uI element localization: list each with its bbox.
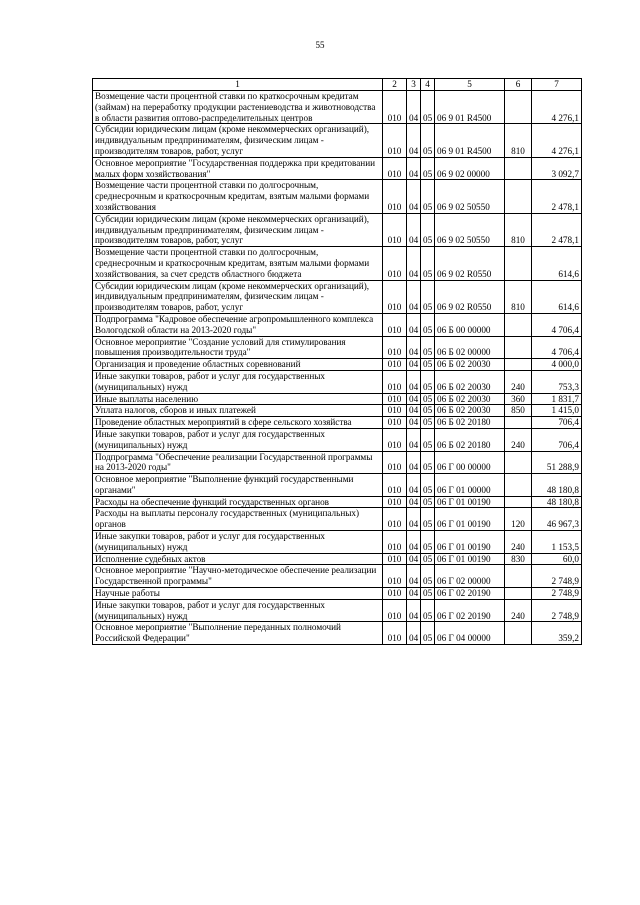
row-amount: 2 748,9 xyxy=(532,588,582,600)
row-section: 04 xyxy=(407,247,421,280)
row-subsection: 05 xyxy=(421,313,435,336)
row-subsection: 05 xyxy=(421,180,435,213)
row-expense-type: 240 xyxy=(505,531,532,554)
row-target-article: 06 Г 01 00190 xyxy=(435,496,505,508)
row-section: 04 xyxy=(407,496,421,508)
row-name: Расходы на обеспечение функций государственных органов xyxy=(93,496,383,508)
row-name: Субсидии юридическим лицам (кроме некоммерческих организаций), индивидуальным предпринимателям, физическим лицам - производителям товаров, работ, услуг xyxy=(93,124,383,157)
row-amount: 2 748,9 xyxy=(532,599,582,622)
row-subsection: 05 xyxy=(421,565,435,588)
row-target-article: 06 Б 02 20180 xyxy=(435,428,505,451)
table-row xyxy=(93,370,582,393)
row-section: 04 xyxy=(407,622,421,645)
row-amount: 1 153,5 xyxy=(532,531,582,554)
row-section: 04 xyxy=(407,213,421,246)
row-subsection: 05 xyxy=(421,91,435,124)
row-expense-type: 810 xyxy=(505,213,532,246)
header-col-5: 5 xyxy=(435,79,505,91)
row-admin-code: 010 xyxy=(383,405,407,417)
row-subsection: 05 xyxy=(421,213,435,246)
row-admin-code: 010 xyxy=(383,622,407,645)
row-name: Исполнение судебных актов xyxy=(93,553,383,565)
row-name: Возмещение части процентной ставки по долгосрочным, среднесрочным и краткосрочным кредитам, взятым малыми формами хозяйствования, за счет средств областного бюджета xyxy=(93,247,383,280)
row-admin-code: 010 xyxy=(383,451,407,474)
row-section: 04 xyxy=(407,393,421,405)
table-row xyxy=(93,428,582,451)
table-row xyxy=(93,417,582,429)
row-target-article: 06 Г 02 00000 xyxy=(435,565,505,588)
row-admin-code: 010 xyxy=(383,157,407,180)
row-subsection: 05 xyxy=(421,428,435,451)
row-amount: 4 276,1 xyxy=(532,124,582,157)
row-name: Основное мероприятие "Научно-методическое обеспечение реализации Государственной программы" xyxy=(93,565,383,588)
row-target-article: 06 Г 01 00190 xyxy=(435,553,505,565)
table-body xyxy=(93,91,582,645)
header-col-3: 3 xyxy=(407,79,421,91)
row-amount: 706,4 xyxy=(532,417,582,429)
row-subsection: 05 xyxy=(421,359,435,371)
row-section: 04 xyxy=(407,280,421,313)
row-section: 04 xyxy=(407,451,421,474)
row-subsection: 05 xyxy=(421,405,435,417)
row-expense-type xyxy=(505,417,532,429)
row-name: Иные закупки товаров, работ и услуг для государственных (муниципальных) нужд xyxy=(93,599,383,622)
row-section: 04 xyxy=(407,417,421,429)
row-target-article: 06 Г 00 00000 xyxy=(435,451,505,474)
row-target-article: 06 9 02 50550 xyxy=(435,213,505,246)
row-section: 04 xyxy=(407,370,421,393)
row-name: Иные закупки товаров, работ и услуг для государственных (муниципальных) нужд xyxy=(93,370,383,393)
table-row xyxy=(93,474,582,497)
table-row xyxy=(93,588,582,600)
row-name: Подпрограмма "Обеспечение реализации Государственной программы на 2013-2020 годы" xyxy=(93,451,383,474)
table-row xyxy=(93,313,582,336)
row-amount: 2 478,1 xyxy=(532,213,582,246)
row-name: Организация и проведение областных соревнований xyxy=(93,359,383,371)
row-section: 04 xyxy=(407,157,421,180)
header-col-7: 7 xyxy=(532,79,582,91)
row-subsection: 05 xyxy=(421,553,435,565)
row-section: 04 xyxy=(407,531,421,554)
table-row xyxy=(93,599,582,622)
row-admin-code: 010 xyxy=(383,474,407,497)
row-admin-code: 010 xyxy=(383,280,407,313)
row-admin-code: 010 xyxy=(383,508,407,531)
row-subsection: 05 xyxy=(421,336,435,359)
row-expense-type: 120 xyxy=(505,508,532,531)
table-row xyxy=(93,359,582,371)
row-target-article: 06 Б 02 20030 xyxy=(435,405,505,417)
row-amount: 2 748,9 xyxy=(532,565,582,588)
row-expense-type: 850 xyxy=(505,405,532,417)
row-subsection: 05 xyxy=(421,508,435,531)
row-subsection: 05 xyxy=(421,451,435,474)
row-expense-type xyxy=(505,588,532,600)
row-amount: 614,6 xyxy=(532,280,582,313)
row-section: 04 xyxy=(407,313,421,336)
table-row xyxy=(93,508,582,531)
row-section: 04 xyxy=(407,565,421,588)
row-target-article: 06 Г 01 00190 xyxy=(435,508,505,531)
row-amount: 2 478,1 xyxy=(532,180,582,213)
row-section: 04 xyxy=(407,588,421,600)
row-amount: 4 276,1 xyxy=(532,91,582,124)
row-section: 04 xyxy=(407,124,421,157)
row-section: 04 xyxy=(407,180,421,213)
budget-table xyxy=(92,78,582,645)
row-amount: 46 967,3 xyxy=(532,508,582,531)
row-admin-code: 010 xyxy=(383,496,407,508)
table-row xyxy=(93,280,582,313)
table-row xyxy=(93,553,582,565)
table-row xyxy=(93,393,582,405)
table-row xyxy=(93,157,582,180)
header-col-4: 4 xyxy=(421,79,435,91)
row-target-article: 06 9 02 50550 xyxy=(435,180,505,213)
row-section: 04 xyxy=(407,359,421,371)
header-col-6: 6 xyxy=(505,79,532,91)
row-name: Подпрограмма "Кадровое обеспечение агропромышленного комплекса Вологодской области на 2013-2020 годы" xyxy=(93,313,383,336)
row-admin-code: 010 xyxy=(383,247,407,280)
row-name: Основное мероприятие "Государственная поддержка при кредитовании малых форм хозяйствования" xyxy=(93,157,383,180)
row-name: Возмещение части процентной ставки по краткосрочным кредитам (займам) на переработку продукции растениеводства и животноводства в области развития оптово-распределительных центров xyxy=(93,91,383,124)
row-target-article: 06 Г 02 20190 xyxy=(435,588,505,600)
row-target-article: 06 Б 02 20030 xyxy=(435,370,505,393)
header-col-1: 1 xyxy=(93,79,383,91)
header-col-2: 2 xyxy=(383,79,407,91)
row-name: Иные выплаты населению xyxy=(93,393,383,405)
row-target-article: 06 Б 02 20030 xyxy=(435,359,505,371)
row-expense-type xyxy=(505,91,532,124)
row-amount: 48 180,8 xyxy=(532,474,582,497)
row-target-article: 06 Б 02 20180 xyxy=(435,417,505,429)
row-expense-type xyxy=(505,359,532,371)
row-admin-code: 010 xyxy=(383,588,407,600)
row-amount: 3 092,7 xyxy=(532,157,582,180)
row-subsection: 05 xyxy=(421,370,435,393)
row-admin-code: 010 xyxy=(383,180,407,213)
row-subsection: 05 xyxy=(421,531,435,554)
row-amount: 4 706,4 xyxy=(532,336,582,359)
row-expense-type: 360 xyxy=(505,393,532,405)
row-subsection: 05 xyxy=(421,599,435,622)
row-subsection: 05 xyxy=(421,124,435,157)
row-subsection: 05 xyxy=(421,622,435,645)
row-target-article: 06 Г 02 20190 xyxy=(435,599,505,622)
row-name: Расходы на выплаты персоналу государственных (муниципальных) органов xyxy=(93,508,383,531)
table-row xyxy=(93,405,582,417)
row-expense-type: 240 xyxy=(505,370,532,393)
row-section: 04 xyxy=(407,336,421,359)
row-target-article: 06 Г 01 00190 xyxy=(435,531,505,554)
row-target-article: 06 9 02 00000 xyxy=(435,157,505,180)
row-amount: 4 000,0 xyxy=(532,359,582,371)
row-section: 04 xyxy=(407,508,421,531)
row-admin-code: 010 xyxy=(383,213,407,246)
row-amount: 48 180,8 xyxy=(532,496,582,508)
row-name: Субсидии юридическим лицам (кроме некоммерческих организаций), индивидуальным предпринимателям, физическим лицам - производителям товаров, работ, услуг xyxy=(93,213,383,246)
row-section: 04 xyxy=(407,428,421,451)
row-name: Научные работы xyxy=(93,588,383,600)
row-amount: 60,0 xyxy=(532,553,582,565)
table-row xyxy=(93,451,582,474)
row-name: Субсидии юридическим лицам (кроме некоммерческих организаций), индивидуальным предпринимателям, физическим лицам - производителям товаров, работ, услуг xyxy=(93,280,383,313)
row-subsection: 05 xyxy=(421,496,435,508)
row-section: 04 xyxy=(407,91,421,124)
row-target-article: 06 Б 02 20030 xyxy=(435,393,505,405)
row-name: Основное мероприятие "Выполнение функций государственными органами" xyxy=(93,474,383,497)
row-expense-type xyxy=(505,451,532,474)
row-name: Основное мероприятие "Создание условий для стимулирования повышения производительности труда" xyxy=(93,336,383,359)
row-admin-code: 010 xyxy=(383,531,407,554)
row-admin-code: 010 xyxy=(383,313,407,336)
row-expense-type: 240 xyxy=(505,599,532,622)
row-expense-type xyxy=(505,247,532,280)
row-target-article: 06 9 02 R0550 xyxy=(435,280,505,313)
row-target-article: 06 9 02 R0550 xyxy=(435,247,505,280)
table-row xyxy=(93,180,582,213)
page-number: 55 xyxy=(315,40,325,50)
row-expense-type xyxy=(505,336,532,359)
row-section: 04 xyxy=(407,474,421,497)
row-name: Иные закупки товаров, работ и услуг для государственных (муниципальных) нужд xyxy=(93,428,383,451)
row-subsection: 05 xyxy=(421,393,435,405)
table-row xyxy=(93,622,582,645)
row-amount: 4 706,4 xyxy=(532,313,582,336)
row-admin-code: 010 xyxy=(383,553,407,565)
row-amount: 706,4 xyxy=(532,428,582,451)
row-amount: 359,2 xyxy=(532,622,582,645)
table-row xyxy=(93,565,582,588)
row-target-article: 06 Г 04 00000 xyxy=(435,622,505,645)
row-target-article: 06 Б 02 00000 xyxy=(435,336,505,359)
row-subsection: 05 xyxy=(421,280,435,313)
row-section: 04 xyxy=(407,405,421,417)
row-expense-type: 240 xyxy=(505,428,532,451)
row-name: Иные закупки товаров, работ и услуг для государственных (муниципальных) нужд xyxy=(93,531,383,554)
row-admin-code: 010 xyxy=(383,393,407,405)
row-amount: 753,3 xyxy=(532,370,582,393)
row-name: Проведение областных мероприятий в сфере сельского хозяйства xyxy=(93,417,383,429)
row-expense-type: 830 xyxy=(505,553,532,565)
row-expense-type xyxy=(505,496,532,508)
row-expense-type xyxy=(505,565,532,588)
row-expense-type xyxy=(505,313,532,336)
header-row xyxy=(93,79,582,91)
row-amount: 1 831,7 xyxy=(532,393,582,405)
row-name: Уплата налогов, сборов и иных платежей xyxy=(93,405,383,417)
row-subsection: 05 xyxy=(421,157,435,180)
row-expense-type: 810 xyxy=(505,124,532,157)
row-expense-type xyxy=(505,157,532,180)
row-subsection: 05 xyxy=(421,417,435,429)
row-target-article: 06 9 01 R4500 xyxy=(435,124,505,157)
table-row xyxy=(93,124,582,157)
row-admin-code: 010 xyxy=(383,417,407,429)
row-expense-type xyxy=(505,180,532,213)
row-admin-code: 010 xyxy=(383,124,407,157)
row-admin-code: 010 xyxy=(383,599,407,622)
row-target-article: 06 Б 00 00000 xyxy=(435,313,505,336)
row-amount: 614,6 xyxy=(532,247,582,280)
row-admin-code: 010 xyxy=(383,565,407,588)
row-subsection: 05 xyxy=(421,588,435,600)
row-target-article: 06 Г 01 00000 xyxy=(435,474,505,497)
row-amount: 1 415,0 xyxy=(532,405,582,417)
row-admin-code: 010 xyxy=(383,370,407,393)
row-subsection: 05 xyxy=(421,474,435,497)
table-row xyxy=(93,213,582,246)
row-target-article: 06 9 01 R4500 xyxy=(435,91,505,124)
row-name: Основное мероприятие "Выполнение переданных полномочий Российской Федерации" xyxy=(93,622,383,645)
row-expense-type: 810 xyxy=(505,280,532,313)
table-row xyxy=(93,91,582,124)
row-amount: 51 288,9 xyxy=(532,451,582,474)
table-row xyxy=(93,531,582,554)
row-admin-code: 010 xyxy=(383,359,407,371)
row-admin-code: 010 xyxy=(383,336,407,359)
row-name: Возмещение части процентной ставки по долгосрочным, среднесрочным и краткосрочным кредитам, взятым малыми формами хозяйствования xyxy=(93,180,383,213)
row-section: 04 xyxy=(407,599,421,622)
row-admin-code: 010 xyxy=(383,428,407,451)
row-admin-code: 010 xyxy=(383,91,407,124)
row-subsection: 05 xyxy=(421,247,435,280)
table-row xyxy=(93,247,582,280)
table-row xyxy=(93,496,582,508)
row-section: 04 xyxy=(407,553,421,565)
table-header xyxy=(93,79,582,91)
table-row xyxy=(93,336,582,359)
row-expense-type xyxy=(505,474,532,497)
row-expense-type xyxy=(505,622,532,645)
